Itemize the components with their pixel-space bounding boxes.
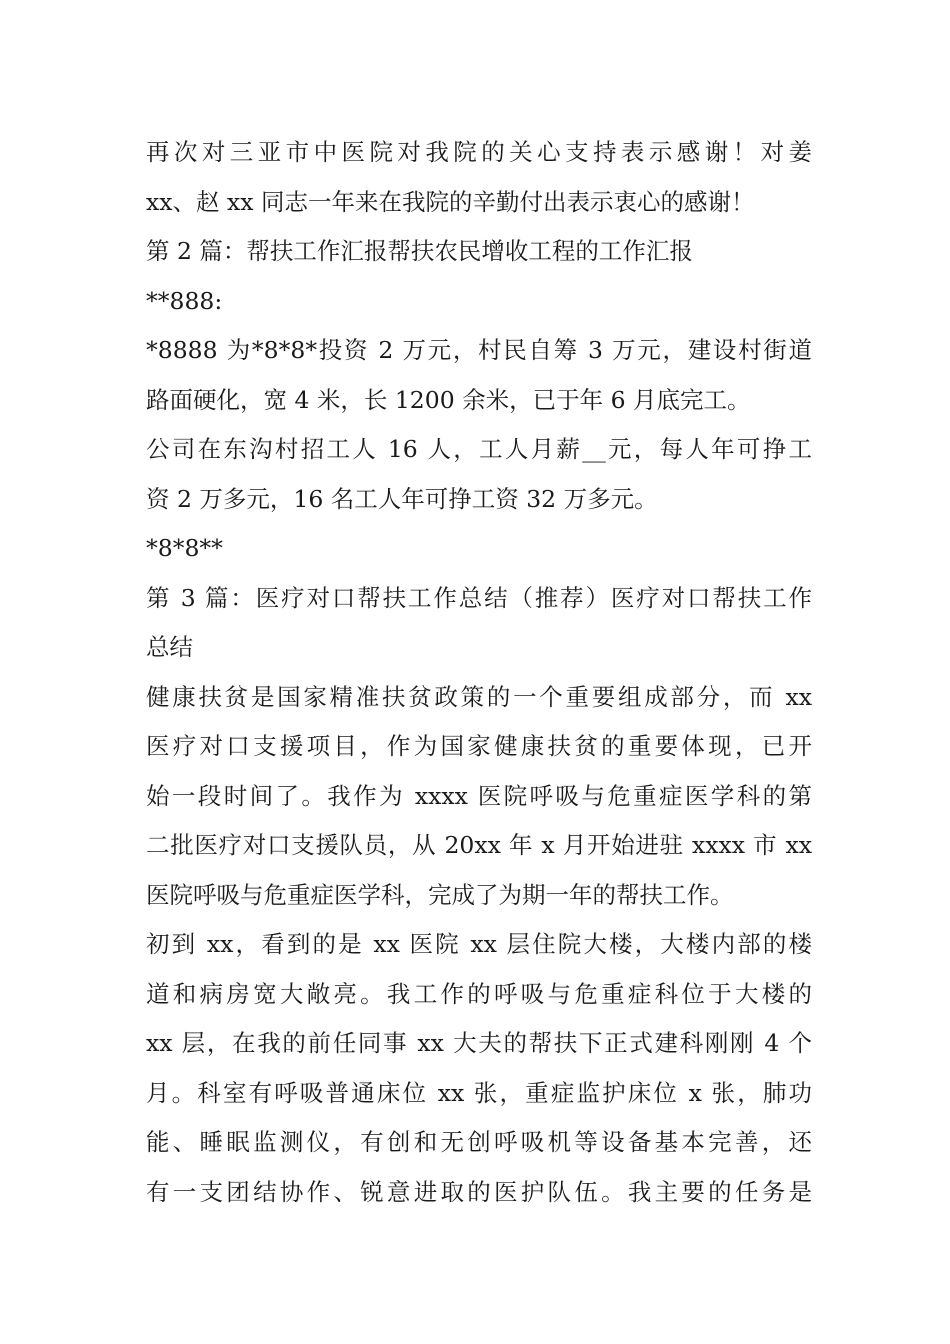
document-body [146, 128, 812, 1217]
text-line: 始一段时间了。我作为 xxxx 医院呼吸与危重症医学科的第 [146, 781, 812, 810]
text-line: **888: [146, 286, 223, 315]
text-line: 健康扶贫是国家精准扶贫政策的一个重要组成部分，而 xx [146, 682, 812, 711]
text-line: 资 2 万多元，16 名工人年可挣工资 32 万多元。 [146, 484, 658, 513]
text-line: 初到 xx，看到的是 xx 医院 xx 层住院大楼，大楼内部的楼 [146, 930, 812, 958]
section-heading: 第 2 篇：帮扶工作汇报帮扶农民增收工程的工作汇报 [146, 237, 693, 265]
section-heading-continued: 总结 [146, 633, 193, 661]
text-line: 医院呼吸与危重症医学科，完成了为期一年的帮扶工作。 [146, 880, 734, 909]
text-line: 公司在东沟村招工人 16 人，工人月薪__元，每人年可挣工 [146, 435, 812, 463]
text-line: 再次对三亚市中医院对我院的关心支持表示感谢！对姜 [146, 138, 812, 166]
text-line: 能、睡眠监测仪，有创和无创呼吸机等设备基本完善，还 [146, 1128, 812, 1156]
text-line: 路面硬化，宽 4 米，长 1200 余米，已于年 6 月底完工。 [146, 385, 751, 414]
text-line: 有一支团结协作、锐意进取的医护队伍。我主要的任务是 [146, 1177, 812, 1206]
text-line: 道和病房宽大敞亮。我工作的呼吸与危重症科位于大楼的 [146, 979, 812, 1008]
text-line: xx、赵 xx 同志一年来在我院的辛勤付出表示衷心的感谢！ [146, 187, 755, 216]
text-line: 医疗对口支援项目，作为国家健康扶贫的重要体现，已开 [146, 732, 812, 760]
text-line: 二批医疗对口支援队员，从 20xx 年 x 月开始进驻 xxxx 市 xx [146, 831, 812, 859]
section-heading: 第 3 篇：医疗对口帮扶工作总结（推荐）医疗对口帮扶工作 [146, 583, 812, 612]
text-line: *8888 为*8*8*投资 2 万元，村民自筹 3 万元，建设村街道 [146, 336, 812, 364]
text-line: *8*8** [146, 534, 223, 562]
text-line: 月。科室有呼吸普通床位 xx 张，重症监护床位 x 张，肺功 [146, 1078, 812, 1107]
text-line: xx 层，在我的前任同事 xx 大夫的帮扶下正式建科刚刚 4 个 [146, 1029, 812, 1057]
